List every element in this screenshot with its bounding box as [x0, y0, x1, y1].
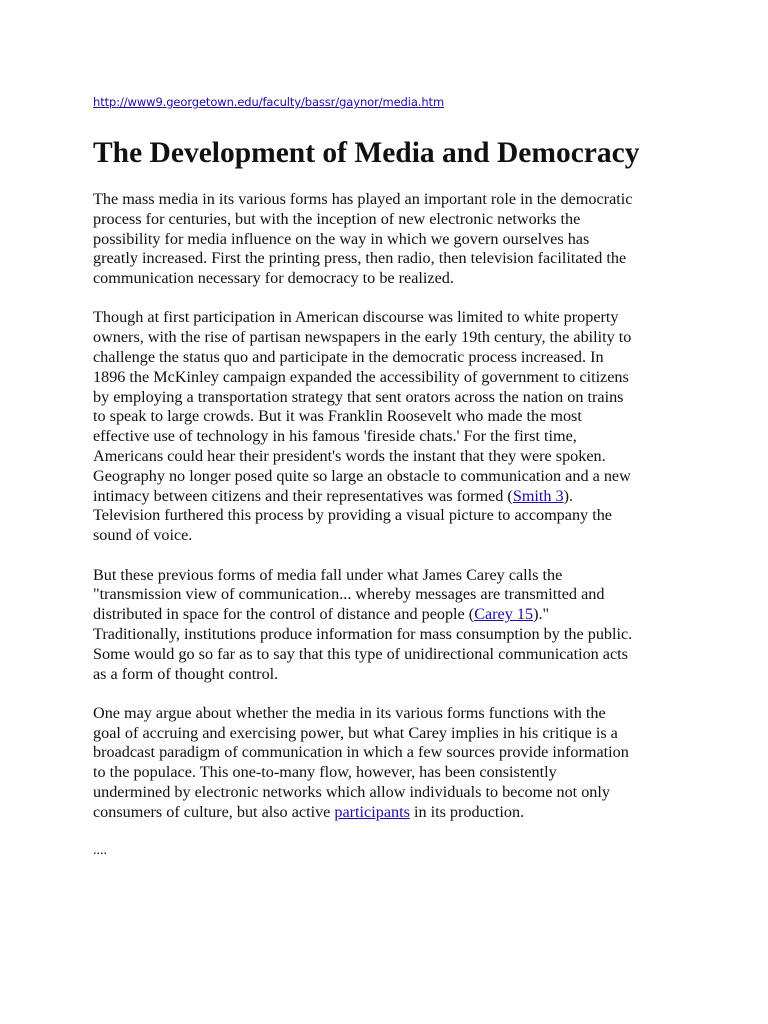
paragraph-3-line-6: as a form of thought control. — [93, 664, 279, 683]
paragraph-2-line-9: Geography no longer posed quite so large an obstacle to communication and a new — [93, 466, 631, 485]
paragraph-3-line-3-start: distributed in space for the control of distance and people ( — [93, 605, 475, 624]
paragraph-2-line-5: by employing a transportation strategy that sent orators across the nation on trains — [93, 387, 624, 406]
paragraph-2-line-11: Television furthered this process by providing a visual picture to accompany the — [93, 506, 612, 525]
paragraph-4 — [93, 704, 683, 823]
paragraph-4-line-6-start: consumers of culture, but also active — [93, 802, 335, 821]
paragraph-2-line-10-start: intimacy between citizens and their representatives was formed ( — [93, 486, 513, 505]
paragraph-4-line-3: broadcast paradigm of communication in which a few sources provide information — [93, 743, 629, 762]
article-title: The Development of Media and Democracy — [93, 137, 640, 169]
paragraph-3-line-3-end: )." — [533, 605, 550, 624]
ellipsis: .... — [93, 842, 107, 858]
paragraph-3-line-5: Some would go so far as to say that this type of unidirectional communication acts — [93, 644, 628, 663]
citation-link-smith[interactable]: Smith 3 — [512, 486, 564, 505]
paragraph-2-line-4: 1896 the McKinley campaign expanded the accessibility of government to citizens — [93, 367, 629, 386]
paragraph-1-line-1: The mass media in its various forms has played an important role in the democratic — [93, 190, 633, 208]
paragraph-1-line-3: possibility for media influence on the way in which we govern ourselves has — [93, 229, 590, 248]
paragraph-4-line-1: One may argue about whether the media in its various forms functions with the — [93, 703, 606, 722]
paragraph-1-line-5: communication necessary for democracy to be realized. — [93, 269, 454, 288]
paragraph-4-line-2: goal of accruing and exercising power, but what Carey implies in his critique is a — [93, 723, 618, 742]
paragraph-2-line-7: effective use of technology in his famous 'fireside chats.' For the first time, — [93, 427, 577, 446]
paragraph-1-line-4: greatly increased. First the printing press, then radio, then television facilitated the — [93, 249, 627, 268]
paragraph-2-line-10-end: ). — [563, 486, 574, 505]
paragraph-4-line-4: to the populace. This one-to-many flow, however, has been consistently — [93, 763, 557, 782]
paragraph-2-line-2: owners, with the rise of partisan newspapers in the early 19th century, the ability to — [93, 328, 632, 347]
paragraph-4-line-5: undermined by electronic networks which allow individuals to become not only — [93, 783, 610, 802]
paragraph-2-line-1: Though at first participation in American discourse was limited to white property — [93, 308, 619, 327]
paragraph-3-line-4: Traditionally, institutions produce information for mass consumption by the public. — [93, 624, 633, 643]
paragraph-3 — [93, 566, 683, 685]
paragraph-2-line-6: to speak to large crowds. But it was Franklin Roosevelt who made the most — [93, 407, 582, 426]
document-page — [93, 93, 683, 860]
citation-link-carey[interactable]: Carey 15 — [474, 605, 534, 624]
paragraph-2-line-12: sound of voice. — [93, 526, 193, 545]
source-url-link[interactable]: http://www9.georgetown.edu/faculty/bassr/gaynor/media.htm — [93, 95, 445, 109]
paragraph-1-line-2: process for centuries, but with the inception of new electronic networks the — [93, 209, 581, 228]
paragraph-2 — [93, 308, 683, 546]
paragraph-4-line-6-end: in its production. — [409, 802, 525, 821]
paragraph-2-line-3: challenge the status quo and participate in the democratic process increased. In — [93, 348, 604, 367]
paragraph-3-line-1: But these previous forms of media fall under what James Carey calls the — [93, 565, 563, 584]
participants-link[interactable]: participants — [334, 802, 410, 821]
paragraph-3-line-2: "transmission view of communication... whereby messages are transmitted and — [93, 585, 605, 604]
paragraph-1 — [93, 190, 683, 289]
paragraph-2-line-8: Americans could hear their president's words the instant that they were spoken. — [93, 447, 606, 466]
